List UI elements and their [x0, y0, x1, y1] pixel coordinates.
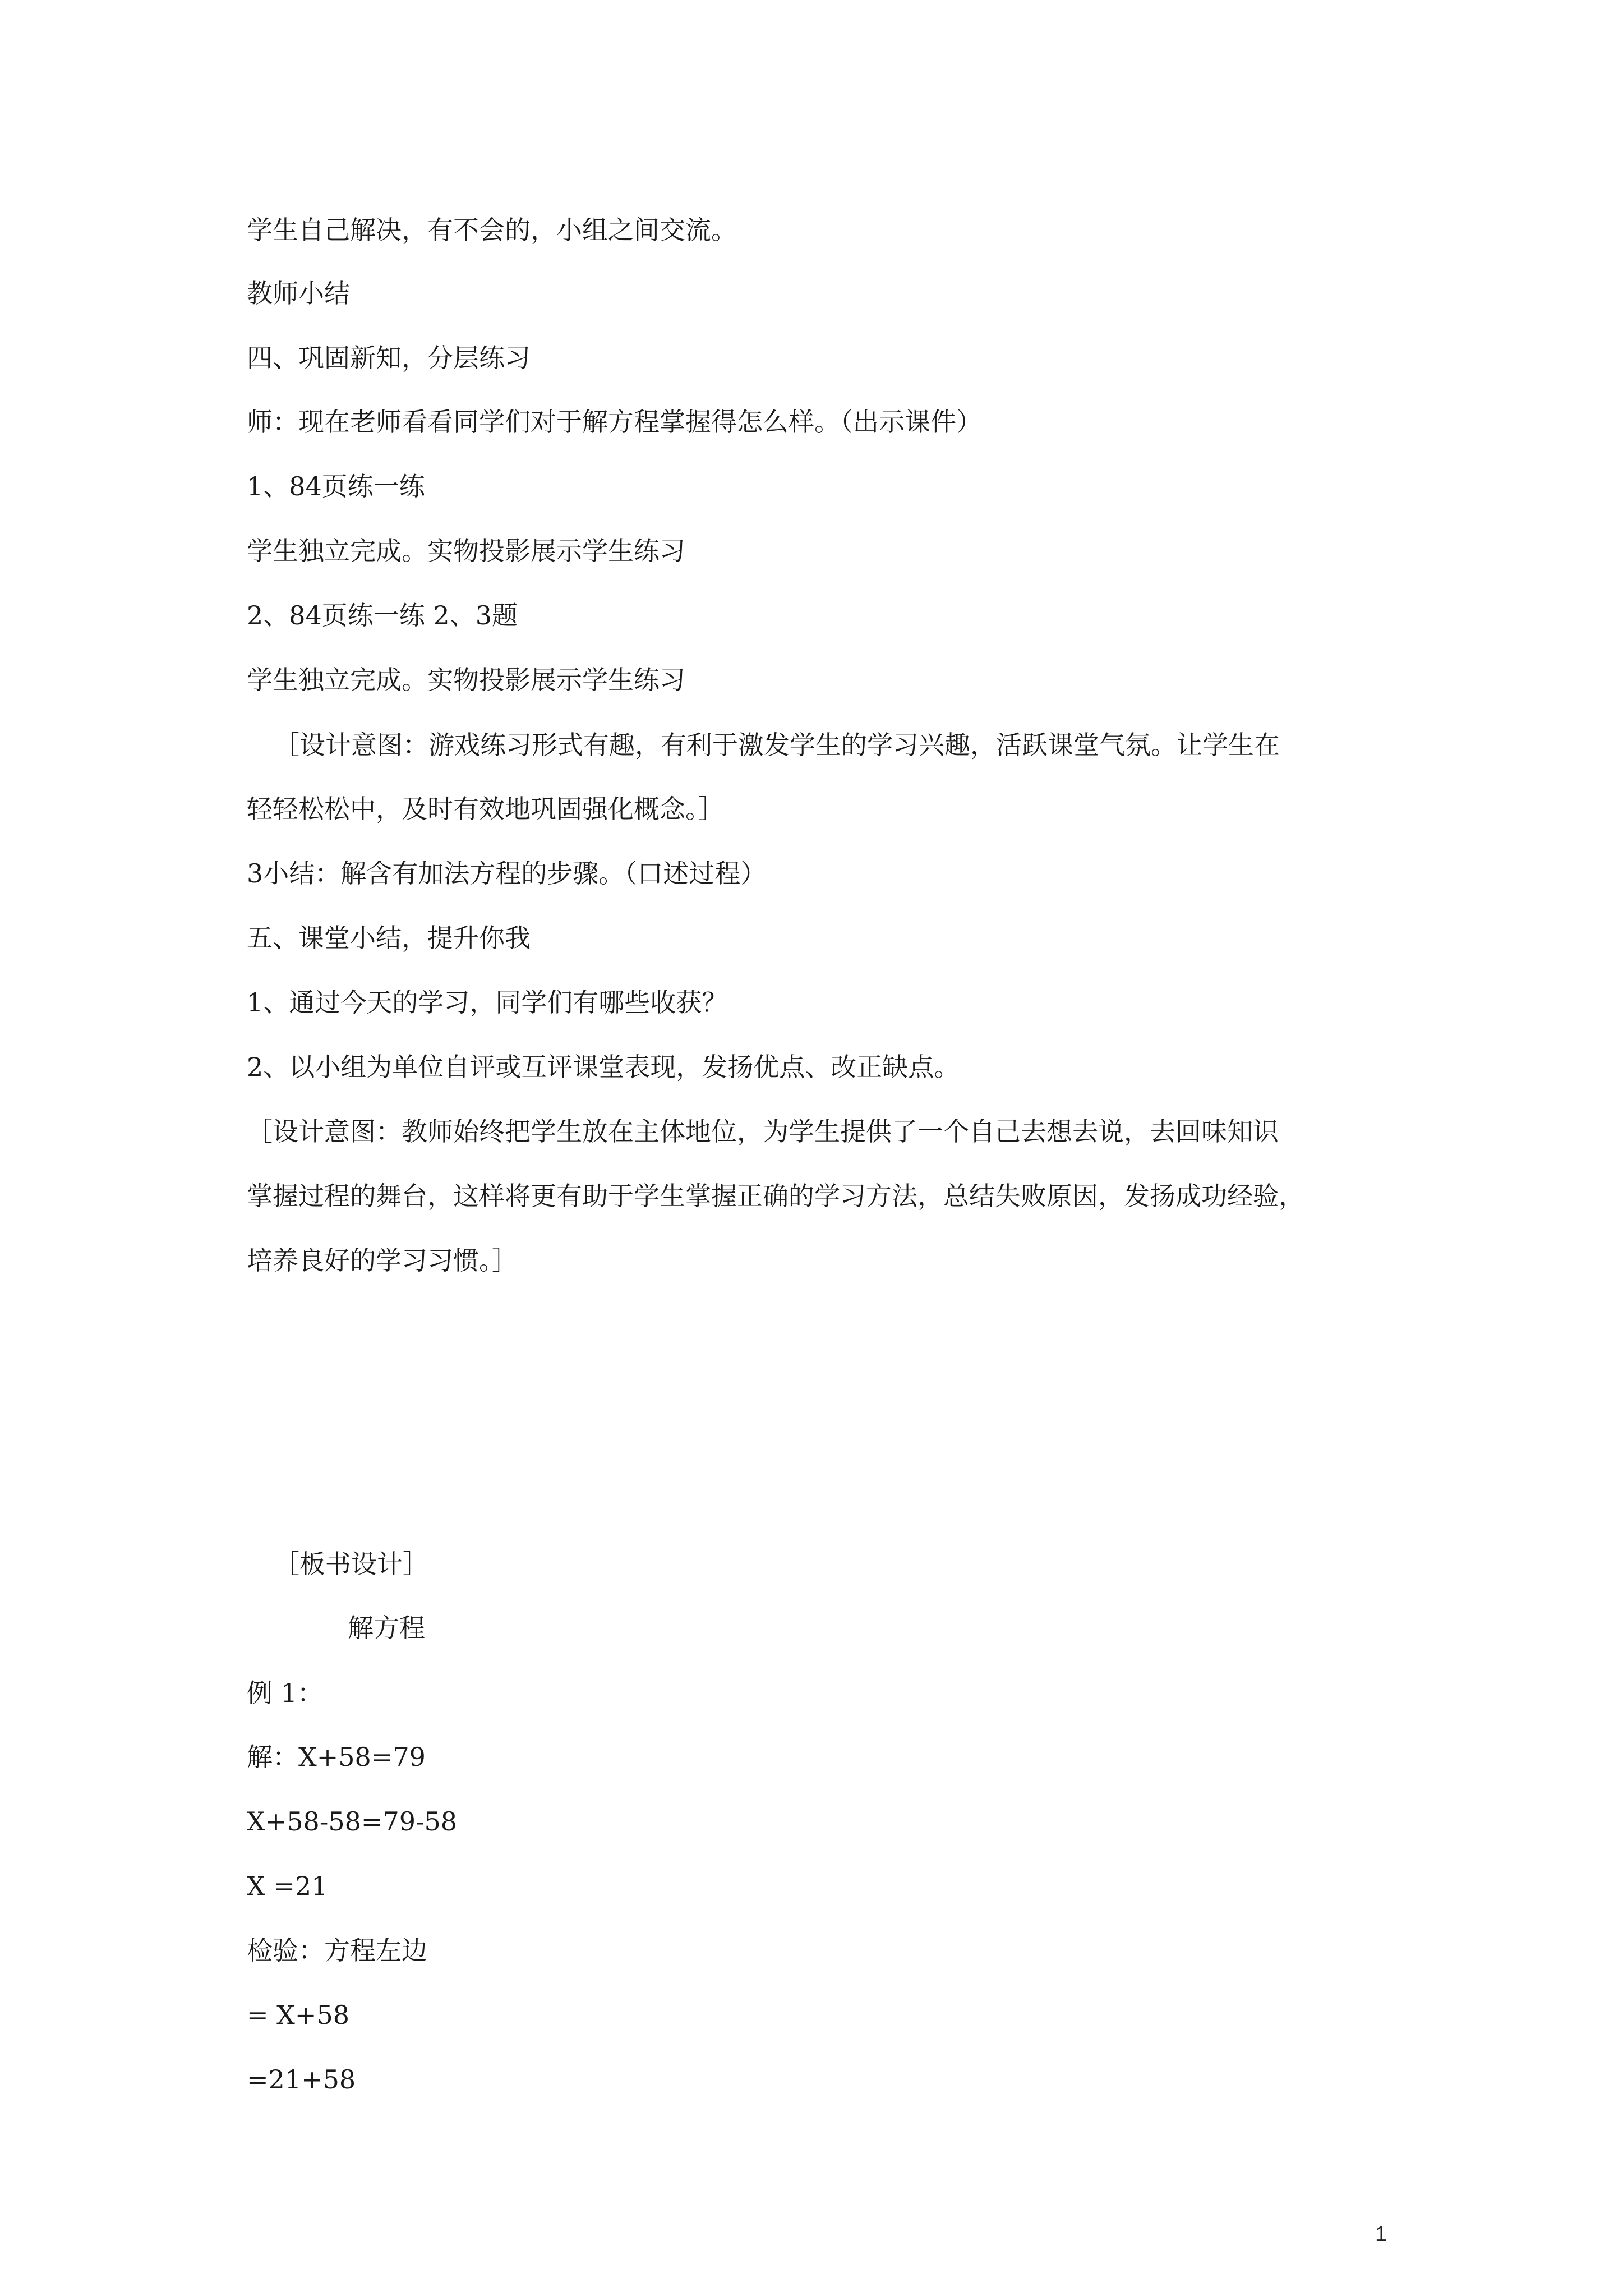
board-line: X+58-58=79-58 [247, 1806, 458, 1837]
text-line: 学生独立完成。实物投影展示学生练习 [247, 665, 685, 695]
text-line: 学生自己解决，有不会的，小组之间交流。 [247, 215, 737, 245]
board-line: 例 1： [247, 1678, 323, 1708]
board-line: = X+58 [247, 2000, 349, 2030]
design-intent-line: 轻轻松松中，及时有效地巩固强化概念。］ [247, 794, 724, 824]
board-design-heading: ［板书设计］ [274, 1549, 428, 1579]
design-intent-line: 培养良好的学习习惯。］ [247, 1245, 518, 1276]
text-line: 3小结：解含有加法方程的步骤。（口述过程） [247, 858, 767, 889]
design-intent-line: ［设计意图：教师始终把学生放在主体地位，为学生提供了一个自己去想去说，去回味知识 [247, 1116, 1279, 1147]
text-line: 学生独立完成。实物投影展示学生练习 [247, 536, 685, 566]
text-line: 教师小结 [247, 278, 350, 309]
section-heading: 五、课堂小结，提升你我 [247, 923, 531, 953]
list-item: 2、84页练一练 2、3题 [247, 600, 518, 631]
board-line: X =21 [247, 1871, 328, 1901]
board-line: 检验：方程左边 [247, 1935, 427, 1966]
page-number: 1 [1375, 2223, 1387, 2246]
design-intent-line: 掌握过程的舞台，这样将更有助于学生掌握正确的学习方法，总结失败原因，发扬成功经验， [247, 1181, 1304, 1211]
board-line: =21+58 [247, 2064, 356, 2095]
design-intent-line: ［设计意图：游戏练习形式有趣，有利于激发学生的学习兴趣，活跃课堂气氛。让学生在 [274, 730, 1280, 760]
list-item: 2、以小组为单位自评或互评课堂表现，发扬优点、改正缺点。 [247, 1052, 960, 1082]
list-item: 1、84页练一练 [247, 471, 425, 501]
text-line: 师：现在老师看看同学们对于解方程掌握得怎么样。（出示课件） [247, 407, 982, 437]
list-item: 1、通过今天的学习，同学们有哪些收获？ [247, 987, 728, 1018]
board-line: 解：X+58=79 [247, 1742, 426, 1772]
board-title: 解方程 [348, 1613, 425, 1643]
section-heading: 四、巩固新知，分层练习 [247, 343, 531, 373]
